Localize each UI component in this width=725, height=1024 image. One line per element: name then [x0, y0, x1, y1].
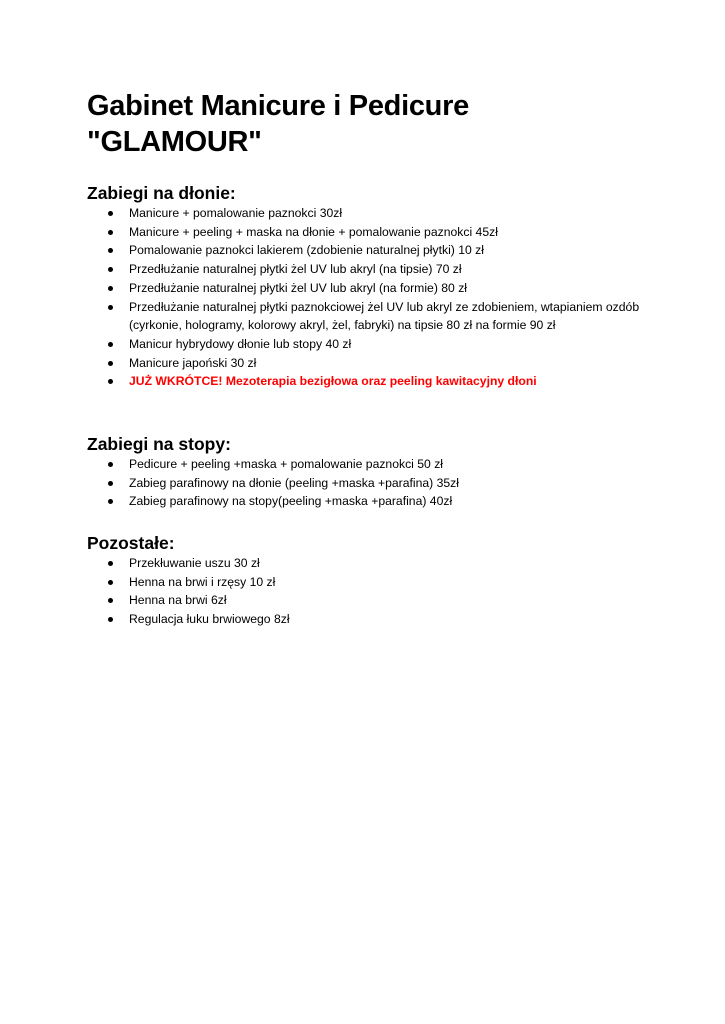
bullet-icon: [108, 462, 113, 467]
list-item: [87, 241, 647, 260]
list-item-text: Pomalowanie paznokci lakierem (zdobienie naturalnej płytki) 10 zł: [129, 243, 484, 258]
list-item-text: Manicure + peeling + maska na dłonie + pomalowanie paznokci 45zł: [129, 224, 498, 239]
list-item-text: Przedłużanie naturalnej płytki paznokciowej żel UV lub akryl ze zdobieniem, wtapianiem ozdób (cyrkonie, hologramy, kolorowy akryl, żel, fabryki) na tipsie 80 zł na formie 90 zł: [129, 299, 640, 333]
list-item-text: Manicure japoński 30 zł: [129, 355, 257, 370]
bullet-icon: [108, 499, 113, 504]
list-item-text: Regulacja łuku brwiowego 8zł: [129, 612, 290, 627]
title-line-1: Gabinet Manicure i Pedicure: [87, 90, 469, 122]
bullet-icon: [108, 481, 113, 486]
list-item: [87, 591, 647, 610]
list-item: [87, 223, 647, 242]
list-item-text: Pedicure + peeling +maska + pomalowanie paznokci 50 zł: [129, 457, 444, 471]
bullet-icon: [108, 342, 113, 347]
list-item-text: Przekłuwanie uszu 30 zł: [129, 556, 260, 570]
section-feet: [87, 433, 647, 511]
list-item-text: Henna na brwi 6zł: [129, 593, 227, 608]
section-heading-feet: Zabiegi na stopy:: [87, 434, 231, 454]
list-item-text: Przedłużanie naturalnej płytki żel UV lub akryl (na tipsie) 70 zł: [129, 262, 462, 277]
page-title: [87, 88, 469, 160]
list-item: [87, 335, 647, 354]
list-item-text: Manicure + pomalowanie paznokci 30zł: [129, 206, 343, 220]
section-heading-hands: Zabiegi na dłonie:: [87, 183, 236, 203]
list-item-text: Henna na brwi i rzęsy 10 zł: [129, 574, 276, 589]
bullet-icon: [108, 286, 113, 291]
list-item: [87, 474, 647, 493]
list-item-text: Zabieg parafinowy na dłonie (peeling +maska +parafina) 35zł: [129, 475, 459, 490]
bullet-icon: [108, 598, 113, 603]
announcement-item: [87, 372, 647, 391]
section-heading-other: Pozostałe:: [87, 533, 175, 553]
list-item: [87, 492, 647, 511]
list-item-text: Przedłużanie naturalnej płytki żel UV lub akryl (na formie) 80 zł: [129, 280, 468, 295]
list-item: [87, 354, 647, 373]
bullet-icon: [108, 617, 113, 622]
list-item-text: Zabieg parafinowy na stopy(peeling +maska +parafina) 40zł: [129, 494, 453, 509]
list-item: [87, 554, 647, 573]
list-item-text: Manicur hybrydowy dłonie lub stopy 40 zł: [129, 336, 352, 351]
list-item: [87, 279, 647, 298]
announcement-text: JUŻ WKRÓTCE! Mezoterapia bezigłowa oraz peeling kawitacyjny dłoni: [129, 374, 537, 389]
section-other: [87, 532, 647, 629]
list-item: [87, 573, 647, 592]
list-item: [87, 298, 647, 335]
bullet-icon: [108, 379, 113, 384]
service-list-other: [87, 554, 647, 629]
service-list-feet: [87, 455, 647, 511]
bullet-icon: [108, 580, 113, 585]
list-item: [87, 610, 647, 629]
section-hands: [87, 182, 647, 391]
title-line-2: "GLAMOUR": [87, 126, 262, 158]
bullet-icon: [108, 248, 113, 253]
bullet-icon: [108, 305, 113, 310]
list-item: [87, 204, 647, 223]
bullet-icon: [108, 230, 113, 235]
list-item: [87, 260, 647, 279]
bullet-icon: [108, 561, 113, 566]
bullet-icon: [108, 361, 113, 366]
bullet-icon: [108, 211, 113, 216]
bullet-icon: [108, 267, 113, 272]
list-item: [87, 455, 647, 474]
service-list-hands: [87, 204, 647, 391]
